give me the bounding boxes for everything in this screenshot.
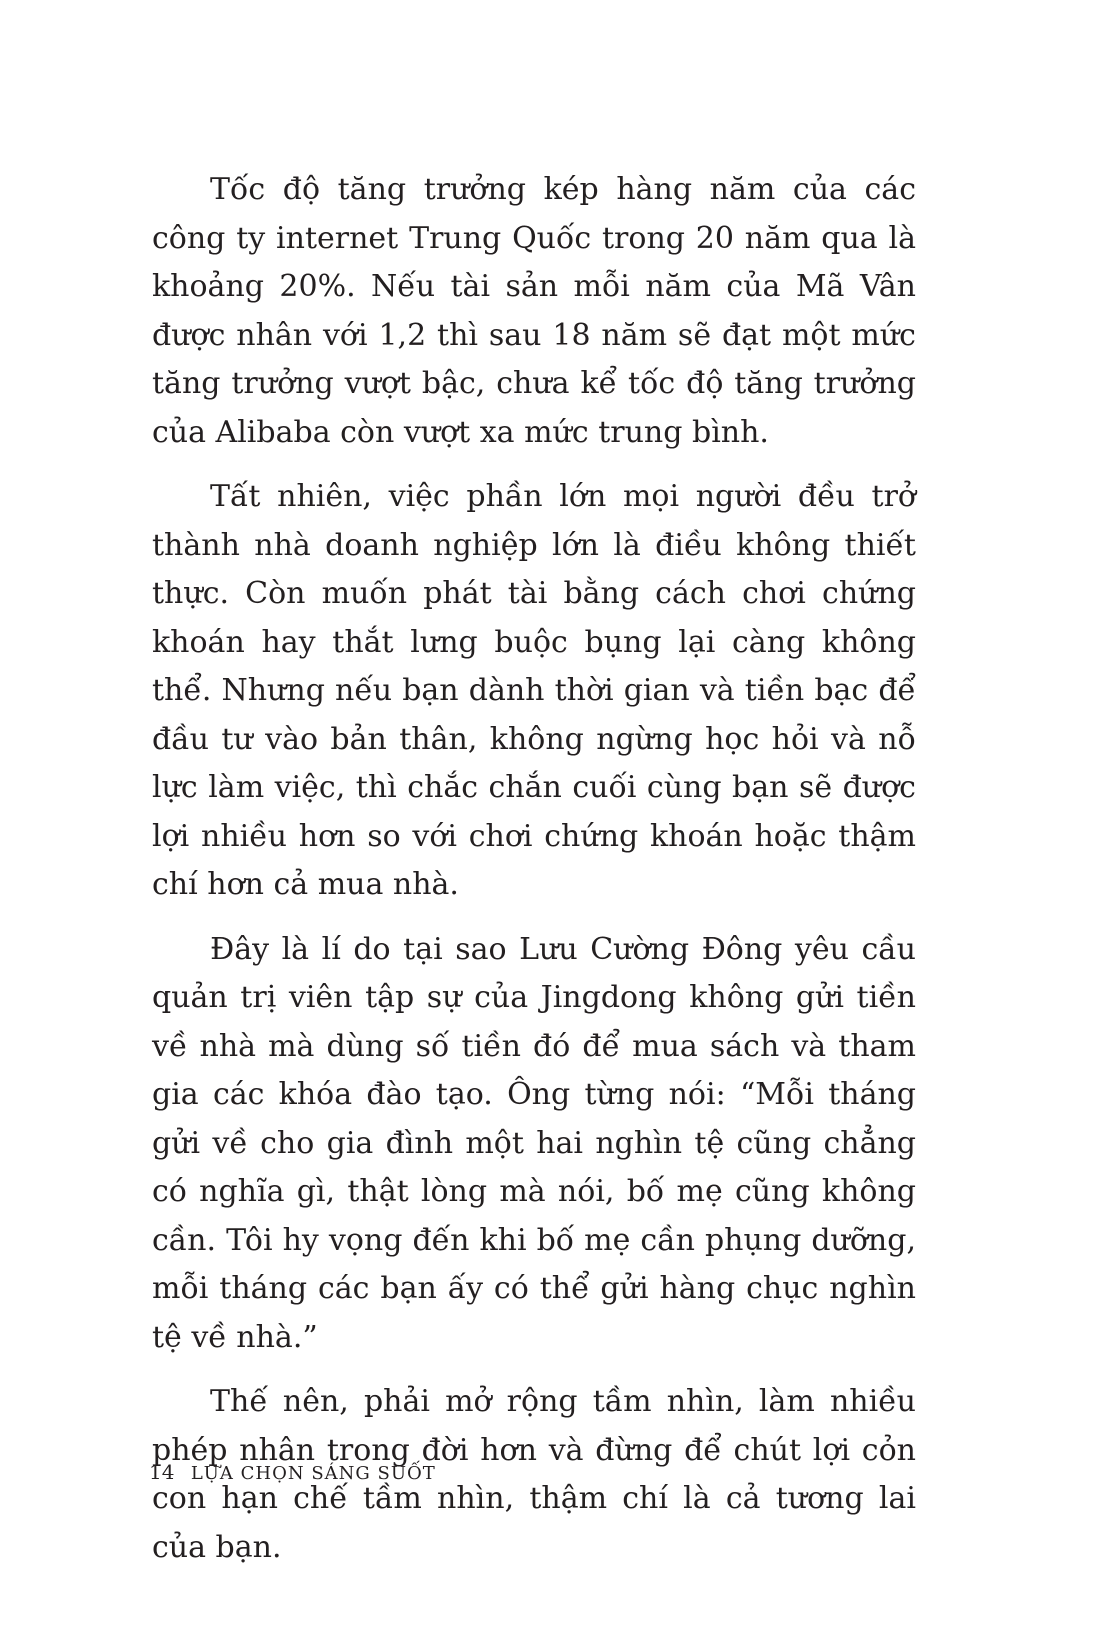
running-title: LỰA CHỌN SÁNG SUỐT xyxy=(190,1463,436,1484)
paragraph-4: Thế nên, phải mở rộng tầm nhìn, làm nhiều phép nhân trong đời hơn và đừng để chút lợi cỏn con hạn chế tầm nhìn, thậm chí là cả tương lai của bạn. xyxy=(152,1384,916,1565)
page-number: 14 xyxy=(149,1460,175,1484)
paragraph-2: Tất nhiên, việc phần lớn mọi người đều trở thành nhà doanh nghiệp lớn là điều không thiết thực. Còn muốn phát tài bằng cách chơi chứng khoán hay thắt lưng buộc bụng lại càng không thể. Nhưng nếu bạn dành thời gian và tiền bạc để đầu tư vào bản thân, không ngừng học hỏi và nỗ lực làm việc, thì chắc chắn cuối cùng bạn sẽ được lợi nhiều hơn so với chơi chứng khoán hoặc thậm chí hơn cả mua nhà. xyxy=(152,479,916,902)
page-footer xyxy=(149,1460,436,1486)
body-text xyxy=(152,166,916,1588)
paragraph-1: Tốc độ tăng trưởng kép hàng năm của các công ty internet Trung Quốc trong 20 năm qua là khoảng 20%. Nếu tài sản mỗi năm của Mã Vân được nhân với 1,2 thì sau 18 năm sẽ đạt một mức tăng trưởng vượt bậc, chưa kể tốc độ tăng trưởng của Alibaba còn vượt xa mức trung bình. xyxy=(152,172,916,450)
paragraph-3: Đây là lí do tại sao Lưu Cường Đông yêu cầu quản trị viên tập sự của Jingdong không gửi tiền về nhà mà dùng số tiền đó để mua sách và tham gia các khóa đào tạo. Ông từng nói: “Mỗi tháng gửi về cho gia đình một hai nghìn tệ cũng chẳng có nghĩa gì, thật lòng mà nói, bố mẹ cũng không cần. Tôi hy vọng đến khi bố mẹ cần phụng dưỡng, mỗi tháng các bạn ấy có thể gửi hàng chục nghìn tệ về nhà.” xyxy=(152,931,916,1355)
